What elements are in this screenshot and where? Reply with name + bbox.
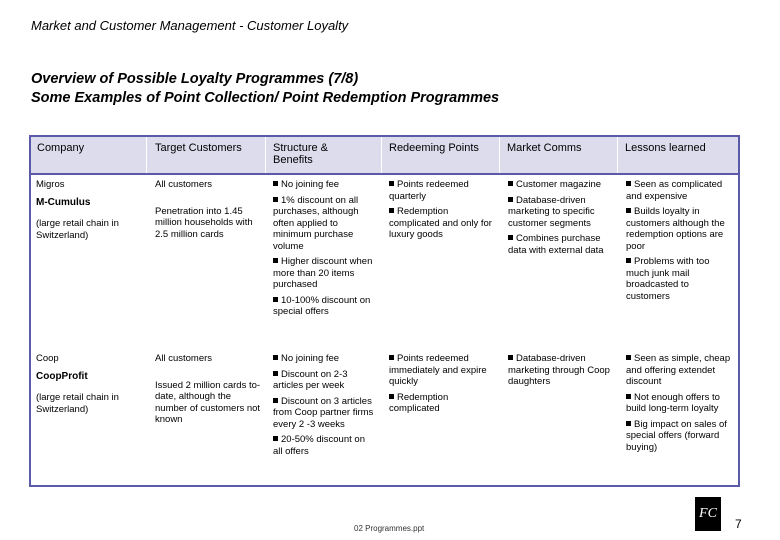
column-header-lessons: Lessons learned [625, 142, 706, 154]
table-header-row [31, 137, 738, 175]
page-number: 7 [735, 517, 742, 531]
column-divider [146, 137, 147, 173]
bullet-item: Higher discount when more than 20 items purchased [273, 256, 373, 290]
column-divider [381, 137, 382, 173]
bullet-item: Builds loyalty in customers although the redemption options are poor [626, 206, 725, 252]
bullet-item: No joining fee [273, 353, 376, 365]
bullet-item: Seen as simple, cheap and offering extendet discount [626, 353, 731, 387]
target-detail: Penetration into 1.45 million households with 2.5 million cards [155, 205, 253, 240]
target-customers: All customers [155, 179, 213, 190]
bullet-item: Seen as complicated and expensive [626, 179, 723, 202]
company-description: (large retail chain in Switzerland) [36, 392, 119, 415]
bullet-item: Database-driven marketing through Coop daughters [508, 353, 610, 387]
bullet-item: Combines purchase data with external data [508, 233, 604, 256]
company-logo: FC [695, 497, 721, 531]
bullet-item: Discount on 3 articles from Coop partner firms every 2 -3 weeks [273, 395, 374, 430]
bullet-item: Big impact on sales of special offers (forward buying) [626, 418, 727, 453]
structure-cell [273, 179, 376, 322]
header-title: Market and Customer Management - Customer Loyalty [31, 18, 349, 33]
target-detail: Issued 2 million cards to-date, although the number of customers not known [155, 379, 261, 425]
bullet-item: Database-driven marketing to specific customer segments [508, 194, 595, 229]
bullet-item: Problems with too much junk mail broadcasted to customers [626, 256, 710, 302]
bullet-item: Points redeemed quarterly [389, 179, 469, 202]
column-header-comms: Market Comms [507, 142, 582, 154]
bullet-item: No joining fee [273, 179, 376, 191]
company-cell [36, 353, 140, 415]
bullet-item: 20-50% discount on all offers [273, 434, 365, 457]
comms-cell [508, 353, 613, 392]
column-header-company: Company [37, 142, 85, 154]
lessons-cell [626, 353, 732, 457]
company-description: (large retail chain in Switzerland) [36, 218, 119, 241]
bullet-item: Redemption complicated [389, 391, 449, 414]
redeeming-cell [389, 179, 495, 245]
bullet-item: 1% discount on all purchases, although often applied to minimum purchase volume [273, 194, 359, 252]
comms-cell [508, 179, 613, 260]
bullet-item: Not enough offers to build long-term loyalty [626, 391, 720, 414]
column-divider [617, 137, 618, 173]
title-line-1: Overview of Possible Loyalty Programmes (7/8) [31, 71, 359, 87]
title-line-2: Some Examples of Point Collection/ Point Redemption Programmes [31, 90, 500, 106]
slide-title [31, 70, 499, 108]
redeeming-cell [389, 353, 495, 419]
target-customers: All customers [155, 353, 213, 364]
column-divider [499, 137, 500, 173]
company-name: Migros [36, 179, 65, 190]
bullet-item: Redemption complicated and only for luxury goods [389, 206, 492, 240]
programmes-table [29, 135, 740, 487]
bullet-item: Discount on 2-3 articles per week [273, 368, 348, 391]
structure-cell [273, 353, 376, 461]
program-name: M-Cumulus [36, 196, 91, 208]
bullet-item: Points redeemed immediately and expire quickly [389, 353, 487, 387]
target-cell [155, 353, 263, 426]
target-cell [155, 179, 263, 240]
column-header-target: Target Customers [155, 142, 242, 154]
column-header-redeeming: Redeeming Points [389, 142, 479, 154]
column-header-structure: Structure & Benefits [273, 142, 329, 166]
company-name: Coop [36, 353, 59, 364]
lessons-cell [626, 179, 732, 306]
program-name: CoopProfit [36, 370, 88, 382]
footer-filename: 02 Programmes.ppt [354, 524, 425, 533]
bullet-item: 10-100% discount on special offers [273, 294, 371, 317]
company-cell [36, 179, 140, 241]
bullet-item: Customer magazine [508, 179, 613, 191]
column-divider [265, 137, 266, 173]
